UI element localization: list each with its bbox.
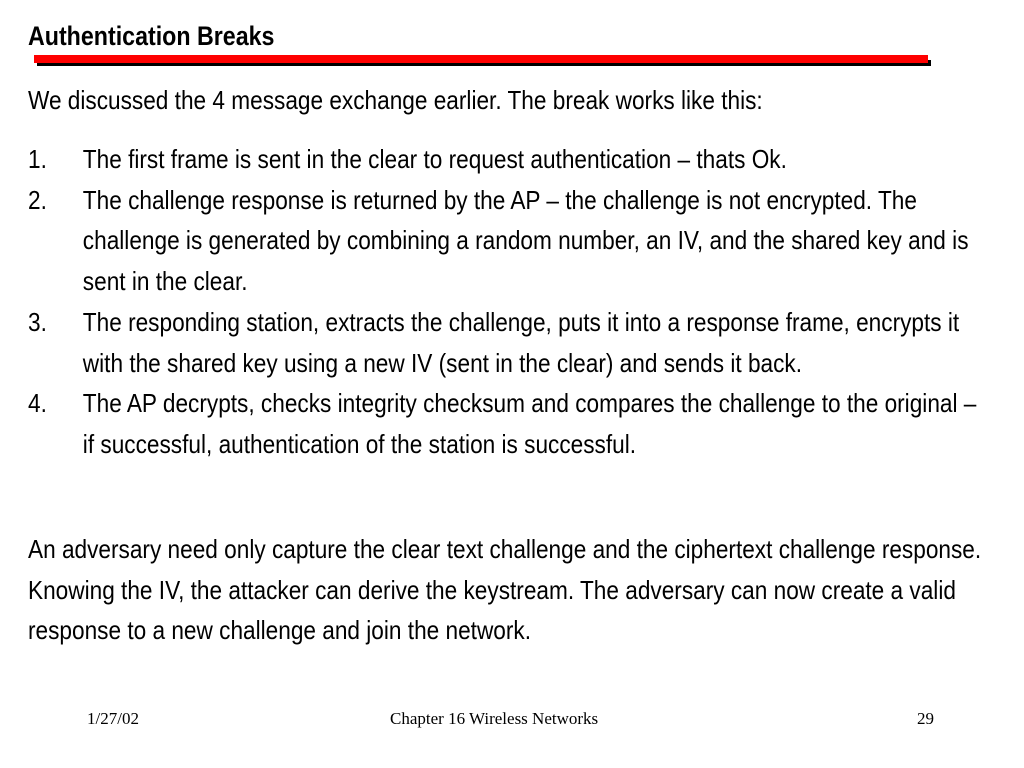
- step-number: 2.: [28, 184, 47, 215]
- step-text: The first frame is sent in the clear to request authentication – thats Ok.: [82, 144, 787, 174]
- steps-list: [28, 139, 988, 465]
- step-item-2: [28, 180, 988, 302]
- step-number: 1.: [28, 144, 47, 174]
- step-item-1: [28, 139, 988, 180]
- step-text: The AP decrypts, checks integrity checksum and compares the challenge to the original – if successful, authentication of the station is successful.: [82, 388, 977, 459]
- footer-page-number: 29: [917, 709, 934, 728]
- step-item-3: [28, 302, 988, 383]
- footer-chapter-title: Chapter 16 Wireless Networks: [390, 709, 599, 728]
- step-text: The challenge response is returned by the AP – the challenge is not encrypted. The challenge is generated by combining a random number, an IV, and the shared key and is sent in the clear.: [82, 184, 969, 297]
- step-item-4: [28, 383, 988, 464]
- step-text: The responding station, extracts the challenge, puts it into a response frame, encrypts it with the shared key using a new IV (sent in the clear) and sends it back.: [82, 306, 960, 378]
- step-number: 3.: [28, 306, 47, 337]
- conclusion-text: An adversary need only capture the clear text challenge and the ciphertext challenge response. Knowing the IV, the attacker can derive the keystream. The adversary can now create a valid response to a new challenge and join the network.: [28, 534, 982, 645]
- step-number: 4.: [28, 388, 47, 419]
- title-underline: [34, 55, 928, 63]
- footer-date: 1/27/02: [87, 709, 139, 728]
- slide-title: Authentication Breaks: [28, 21, 275, 51]
- intro-text: We discussed the 4 message exchange earlier. The break works like this:: [28, 85, 763, 115]
